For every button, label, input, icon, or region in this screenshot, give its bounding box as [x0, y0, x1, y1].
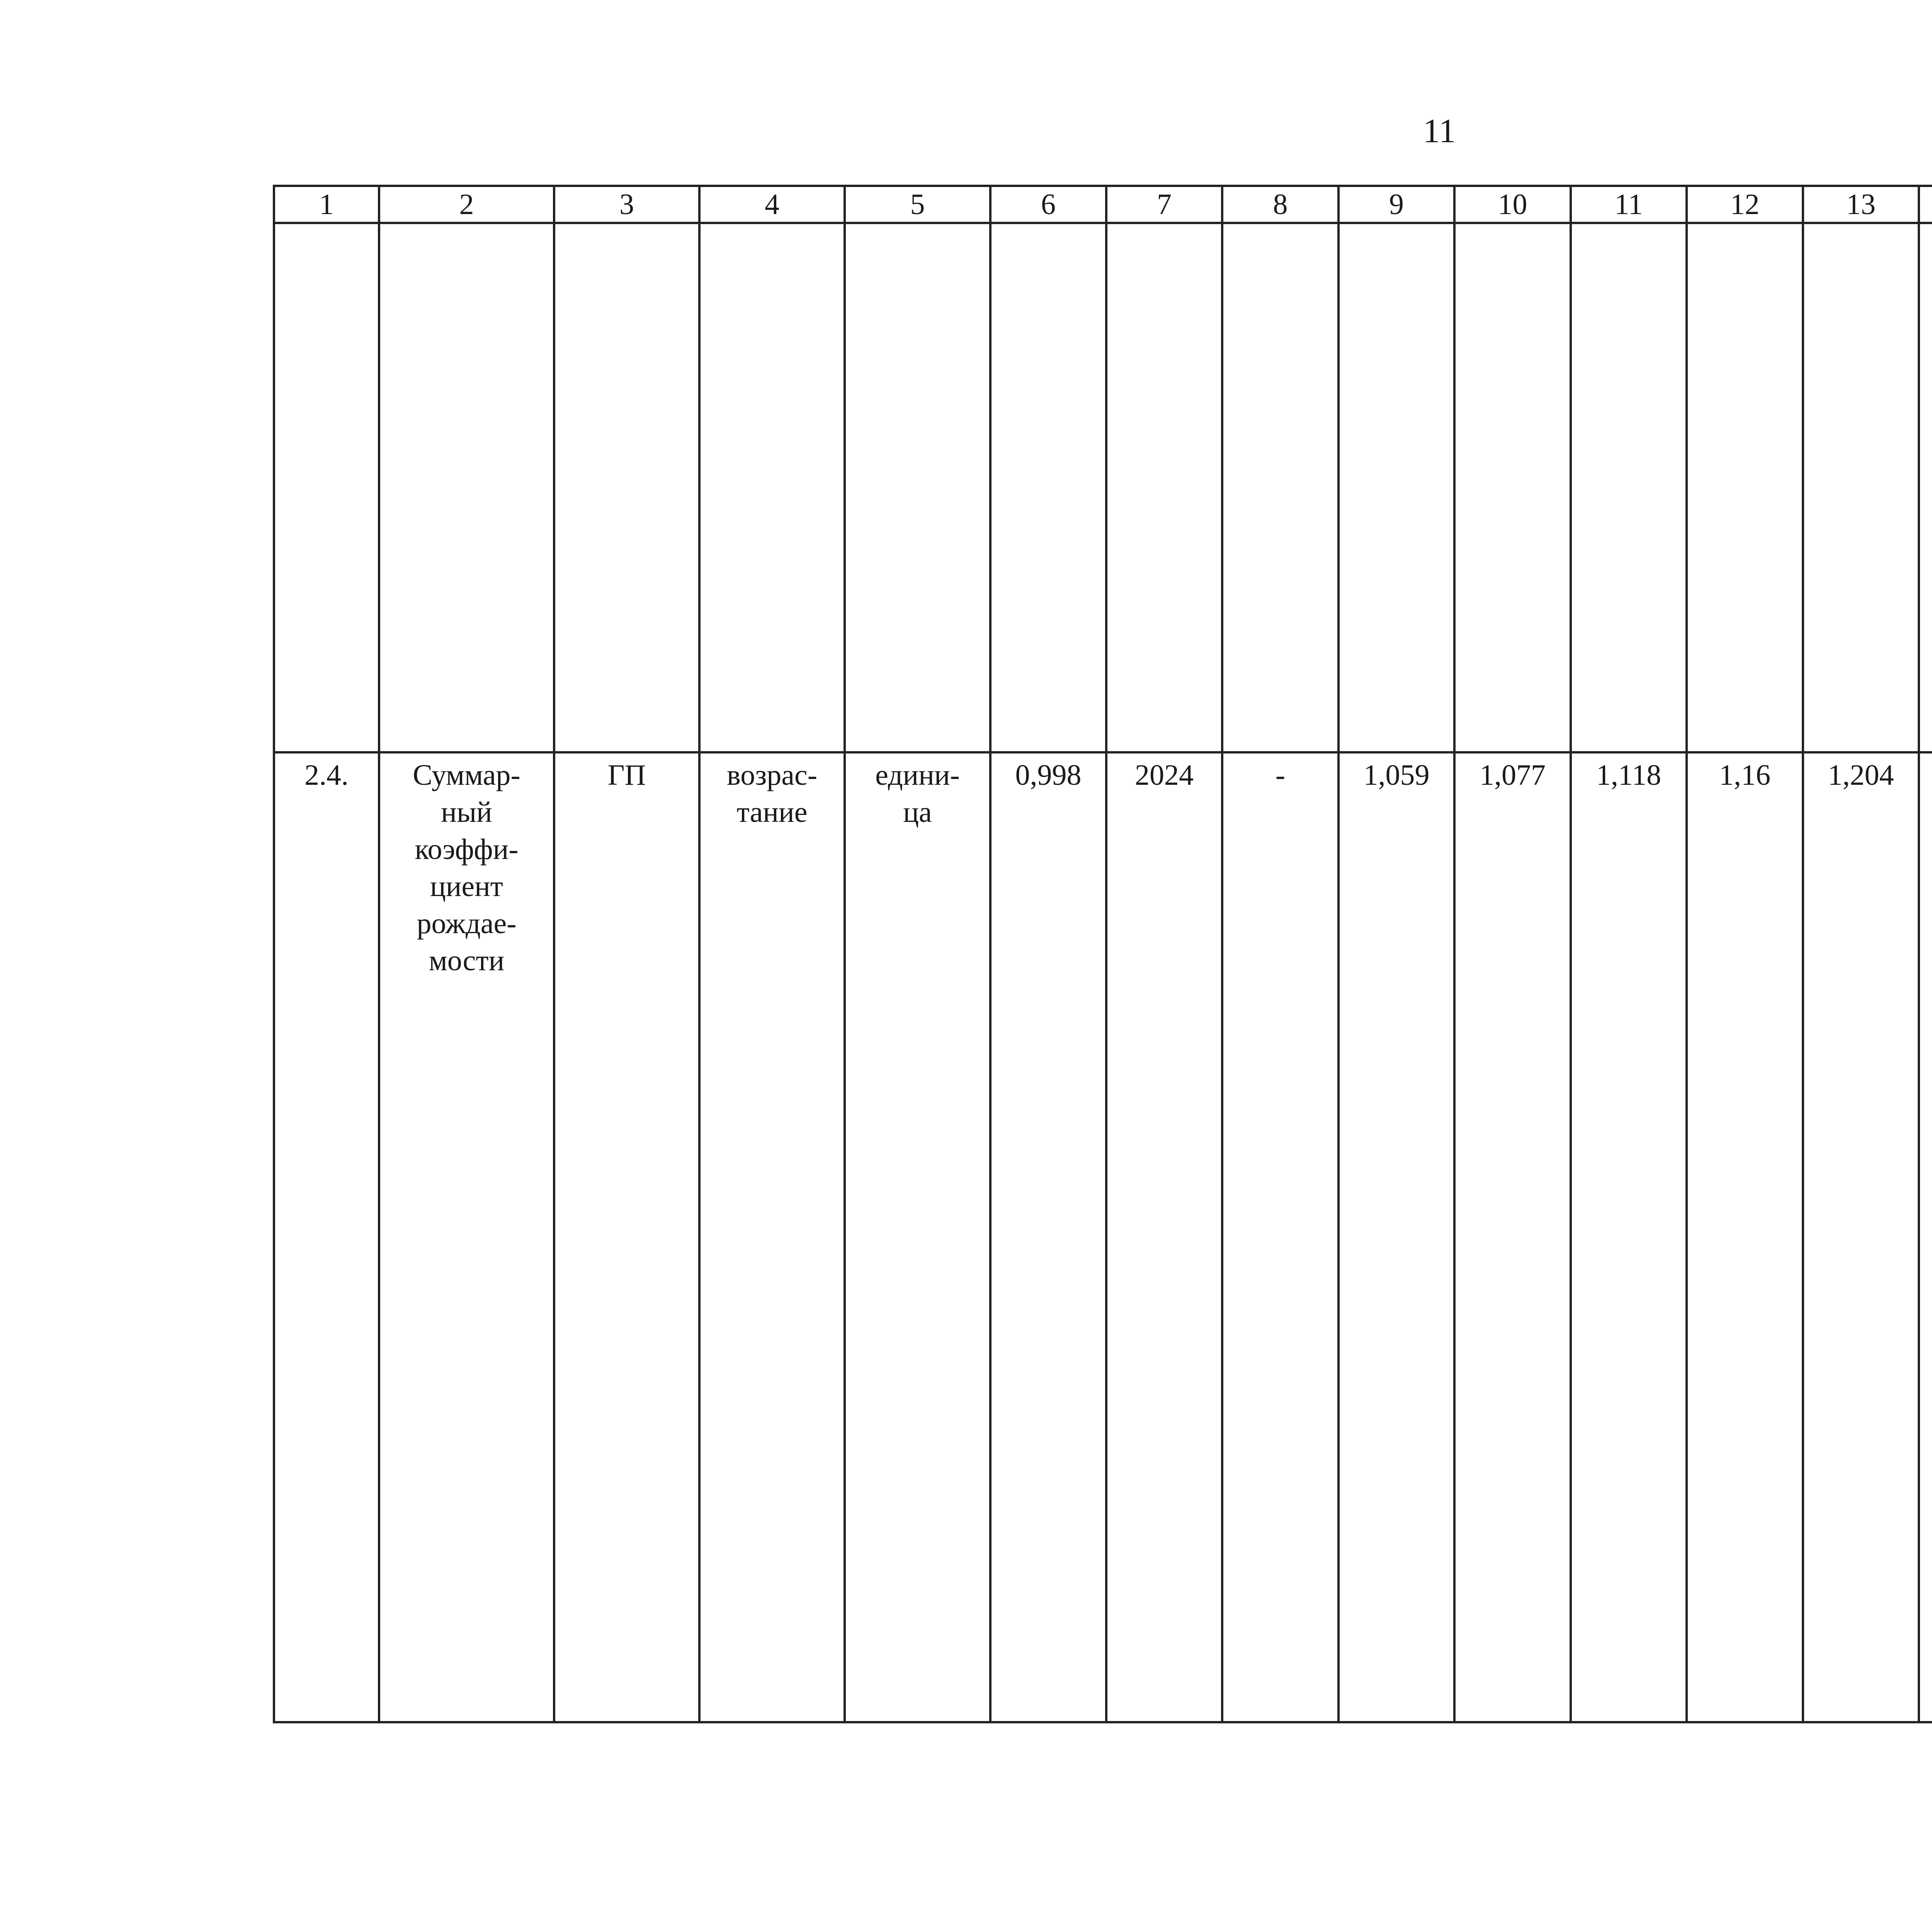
value-col10: 1,077: [1454, 752, 1571, 1722]
base-value: 0,998: [990, 752, 1106, 1722]
header-cell: 10: [1454, 186, 1571, 223]
value-col14: [1919, 752, 1932, 1722]
continuation-row: [274, 223, 1932, 752]
header-row: [274, 186, 1932, 223]
page-number: 11: [1423, 112, 1456, 150]
cell-text-line: мости: [429, 944, 505, 977]
table-cell: [1803, 223, 1919, 752]
table-cell: [274, 223, 379, 752]
header-cell: 11: [1571, 186, 1687, 223]
cell-text-line: Суммар-: [413, 759, 520, 791]
table-cell: [990, 223, 1106, 752]
cell-text-line: коэффи-: [415, 833, 519, 866]
header-cell: 5: [845, 186, 990, 223]
table-row: [274, 752, 1932, 1722]
table-cell: [554, 223, 699, 752]
indicators-table: [273, 185, 1932, 1723]
cell-text-line: циент: [430, 870, 503, 903]
header-cell: 3: [554, 186, 699, 223]
table-cell: [1687, 223, 1803, 752]
table-cell: [1571, 223, 1687, 752]
row-number: 2.4.: [274, 752, 379, 1722]
indicator-direction: [699, 752, 845, 1722]
header-cell: 4: [699, 186, 845, 223]
base-year: 2024: [1106, 752, 1222, 1722]
cell-text-line: возрас-: [726, 759, 818, 791]
table-cell: [1222, 223, 1338, 752]
value-col11: 1,118: [1571, 752, 1687, 1722]
header-cell: 7: [1106, 186, 1222, 223]
indicator-name: [379, 752, 554, 1722]
table-cell: [845, 223, 990, 752]
header-cell: 8: [1222, 186, 1338, 223]
header-cell: 13: [1803, 186, 1919, 223]
table-cell: [1338, 223, 1454, 752]
header-cell: [1919, 186, 1932, 223]
cell-text-line: ный: [441, 796, 492, 828]
table-cell: [1106, 223, 1222, 752]
header-cell: 6: [990, 186, 1106, 223]
table-cell: [1919, 223, 1932, 752]
header-cell: 12: [1687, 186, 1803, 223]
value-col13: 1,204: [1803, 752, 1919, 1722]
table-cell: [1454, 223, 1571, 752]
header-cell: 1: [274, 186, 379, 223]
cell-text-line: едини-: [875, 759, 960, 791]
header-cell: 9: [1338, 186, 1454, 223]
cell-text-line: рождае-: [417, 907, 517, 940]
value-col9: 1,059: [1338, 752, 1454, 1722]
indicator-unit: [845, 752, 990, 1722]
value-col8: -: [1222, 752, 1338, 1722]
cell-text-line: тание: [736, 796, 808, 828]
cell-text-line: ца: [903, 796, 932, 828]
value-col12: 1,16: [1687, 752, 1803, 1722]
indicator-level: ГП: [554, 752, 699, 1722]
header-cell: 2: [379, 186, 554, 223]
table-cell: [699, 223, 845, 752]
table-cell: [379, 223, 554, 752]
